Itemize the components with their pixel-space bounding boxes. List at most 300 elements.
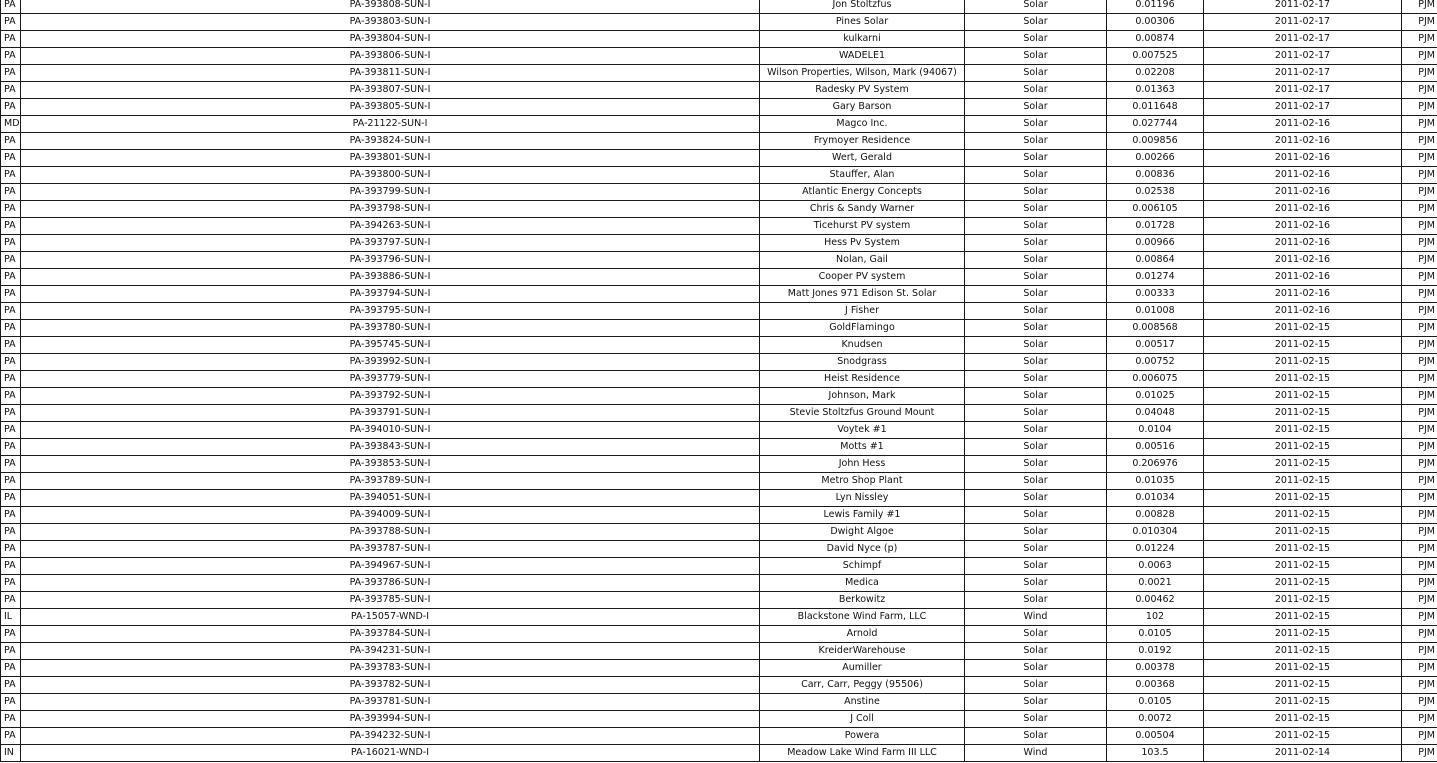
cell-capacity[interactable]: 0.010304	[1107, 524, 1204, 541]
cell-capacity[interactable]: 0.0072	[1107, 711, 1204, 728]
cell-capacity[interactable]: 0.00333	[1107, 286, 1204, 303]
cell-date[interactable]: 2011-02-16	[1204, 184, 1402, 201]
cell-fuel-type[interactable]: Solar	[965, 65, 1107, 82]
cell-capacity[interactable]: 0.0192	[1107, 643, 1204, 660]
cell-iso[interactable]: PJM	[1402, 286, 1437, 303]
cell-fuel-type[interactable]: Solar	[965, 354, 1107, 371]
cell-fuel-type[interactable]: Solar	[965, 524, 1107, 541]
cell-capacity[interactable]: 0.01035	[1107, 473, 1204, 490]
cell-fuel-type[interactable]: Solar	[965, 235, 1107, 252]
cell-iso[interactable]: PJM	[1402, 405, 1437, 422]
cell-unit-id[interactable]: PA-393806-SUN-I	[21, 48, 760, 65]
cell-unit-id[interactable]: PA-21122-SUN-I	[21, 116, 760, 133]
cell-fuel-type[interactable]: Solar	[965, 405, 1107, 422]
cell-unit-id[interactable]: PA-393804-SUN-I	[21, 31, 760, 48]
cell-fuel-type[interactable]: Solar	[965, 269, 1107, 286]
cell-facility-name[interactable]: Lewis Family #1	[760, 507, 965, 524]
cell-capacity[interactable]: 0.206976	[1107, 456, 1204, 473]
cell-capacity[interactable]: 0.00836	[1107, 167, 1204, 184]
cell-iso[interactable]: PJM	[1402, 643, 1437, 660]
cell-facility-name[interactable]: Metro Shop Plant	[760, 473, 965, 490]
cell-unit-id[interactable]: PA-393785-SUN-I	[21, 592, 760, 609]
cell-fuel-type[interactable]: Solar	[965, 626, 1107, 643]
cell-date[interactable]: 2011-02-15	[1204, 507, 1402, 524]
cell-capacity[interactable]: 0.01363	[1107, 82, 1204, 99]
cell-facility-name[interactable]: Voytek #1	[760, 422, 965, 439]
cell-date[interactable]: 2011-02-15	[1204, 575, 1402, 592]
cell-fuel-type[interactable]: Solar	[965, 388, 1107, 405]
cell-state[interactable]: PA	[1, 371, 21, 388]
cell-unit-id[interactable]: PA-393803-SUN-I	[21, 14, 760, 31]
cell-facility-name[interactable]: J Fisher	[760, 303, 965, 320]
cell-state[interactable]: PA	[1, 643, 21, 660]
cell-fuel-type[interactable]: Solar	[965, 541, 1107, 558]
cell-iso[interactable]: PJM	[1402, 252, 1437, 269]
cell-capacity[interactable]: 0.01034	[1107, 490, 1204, 507]
cell-facility-name[interactable]: Medica	[760, 575, 965, 592]
cell-unit-id[interactable]: PA-394231-SUN-I	[21, 643, 760, 660]
cell-unit-id[interactable]: PA-393783-SUN-I	[21, 660, 760, 677]
cell-capacity[interactable]: 0.04048	[1107, 405, 1204, 422]
cell-fuel-type[interactable]: Solar	[965, 694, 1107, 711]
cell-unit-id[interactable]: PA-393843-SUN-I	[21, 439, 760, 456]
cell-iso[interactable]: PJM	[1402, 235, 1437, 252]
cell-state[interactable]: PA	[1, 286, 21, 303]
cell-unit-id[interactable]: PA-393795-SUN-I	[21, 303, 760, 320]
cell-date[interactable]: 2011-02-16	[1204, 201, 1402, 218]
cell-date[interactable]: 2011-02-15	[1204, 592, 1402, 609]
cell-iso[interactable]: PJM	[1402, 728, 1437, 745]
cell-facility-name[interactable]: Radesky PV System	[760, 82, 965, 99]
cell-date[interactable]: 2011-02-17	[1204, 31, 1402, 48]
cell-unit-id[interactable]: PA-393824-SUN-I	[21, 133, 760, 150]
cell-facility-name[interactable]: GoldFlamingo	[760, 320, 965, 337]
cell-state[interactable]: PA	[1, 184, 21, 201]
cell-fuel-type[interactable]: Solar	[965, 14, 1107, 31]
cell-capacity[interactable]: 0.009856	[1107, 133, 1204, 150]
cell-state[interactable]: PA	[1, 473, 21, 490]
cell-iso[interactable]: PJM	[1402, 31, 1437, 48]
cell-iso[interactable]: PJM	[1402, 524, 1437, 541]
cell-state[interactable]: PA	[1, 405, 21, 422]
cell-date[interactable]: 2011-02-16	[1204, 167, 1402, 184]
cell-fuel-type[interactable]: Wind	[965, 609, 1107, 626]
cell-facility-name[interactable]: Gary Barson	[760, 99, 965, 116]
cell-state[interactable]: PA	[1, 354, 21, 371]
cell-state[interactable]: PA	[1, 269, 21, 286]
cell-facility-name[interactable]: David Nyce (p)	[760, 541, 965, 558]
cell-state[interactable]: PA	[1, 524, 21, 541]
cell-fuel-type[interactable]: Solar	[965, 456, 1107, 473]
cell-state[interactable]: PA	[1, 592, 21, 609]
cell-capacity[interactable]: 0.00517	[1107, 337, 1204, 354]
cell-fuel-type[interactable]: Solar	[965, 303, 1107, 320]
cell-iso[interactable]: PJM	[1402, 320, 1437, 337]
cell-unit-id[interactable]: PA-393799-SUN-I	[21, 184, 760, 201]
cell-capacity[interactable]: 0.006105	[1107, 201, 1204, 218]
cell-facility-name[interactable]: Hess Pv System	[760, 235, 965, 252]
cell-capacity[interactable]: 0.027744	[1107, 116, 1204, 133]
cell-date[interactable]: 2011-02-16	[1204, 116, 1402, 133]
cell-capacity[interactable]: 0.01008	[1107, 303, 1204, 320]
cell-capacity[interactable]: 0.00966	[1107, 235, 1204, 252]
cell-fuel-type[interactable]: Solar	[965, 167, 1107, 184]
cell-facility-name[interactable]: Ticehurst PV system	[760, 218, 965, 235]
cell-date[interactable]: 2011-02-15	[1204, 320, 1402, 337]
cell-date[interactable]: 2011-02-16	[1204, 235, 1402, 252]
cell-capacity[interactable]: 0.0104	[1107, 422, 1204, 439]
cell-iso[interactable]: PJM	[1402, 422, 1437, 439]
cell-unit-id[interactable]: PA-393811-SUN-I	[21, 65, 760, 82]
cell-state[interactable]: PA	[1, 422, 21, 439]
cell-state[interactable]: PA	[1, 439, 21, 456]
cell-unit-id[interactable]: PA-393805-SUN-I	[21, 99, 760, 116]
cell-unit-id[interactable]: PA-394051-SUN-I	[21, 490, 760, 507]
cell-fuel-type[interactable]: Solar	[965, 184, 1107, 201]
cell-iso[interactable]: PJM	[1402, 558, 1437, 575]
cell-date[interactable]: 2011-02-16	[1204, 269, 1402, 286]
cell-facility-name[interactable]: Aumiller	[760, 660, 965, 677]
cell-date[interactable]: 2011-02-16	[1204, 252, 1402, 269]
cell-state[interactable]: MD	[1, 116, 21, 133]
cell-facility-name[interactable]: Chris & Sandy Warner	[760, 201, 965, 218]
cell-fuel-type[interactable]: Solar	[965, 218, 1107, 235]
cell-facility-name[interactable]: Stauffer, Alan	[760, 167, 965, 184]
cell-unit-id[interactable]: PA-393807-SUN-I	[21, 82, 760, 99]
cell-unit-id[interactable]: PA-393779-SUN-I	[21, 371, 760, 388]
cell-fuel-type[interactable]: Solar	[965, 439, 1107, 456]
cell-date[interactable]: 2011-02-15	[1204, 728, 1402, 745]
cell-iso[interactable]: PJM	[1402, 116, 1437, 133]
cell-iso[interactable]: PJM	[1402, 371, 1437, 388]
cell-fuel-type[interactable]: Solar	[965, 643, 1107, 660]
cell-date[interactable]: 2011-02-17	[1204, 99, 1402, 116]
cell-capacity[interactable]: 0.00266	[1107, 150, 1204, 167]
cell-fuel-type[interactable]: Solar	[965, 320, 1107, 337]
cell-iso[interactable]: PJM	[1402, 745, 1437, 762]
cell-capacity[interactable]: 0.0021	[1107, 575, 1204, 592]
cell-state[interactable]: PA	[1, 490, 21, 507]
cell-facility-name[interactable]: Anstine	[760, 694, 965, 711]
cell-unit-id[interactable]: PA-393853-SUN-I	[21, 456, 760, 473]
cell-capacity[interactable]: 0.00462	[1107, 592, 1204, 609]
cell-capacity[interactable]: 0.00828	[1107, 507, 1204, 524]
cell-iso[interactable]: PJM	[1402, 507, 1437, 524]
cell-date[interactable]: 2011-02-15	[1204, 524, 1402, 541]
cell-fuel-type[interactable]: Solar	[965, 286, 1107, 303]
cell-state[interactable]: PA	[1, 167, 21, 184]
cell-unit-id[interactable]: PA-394009-SUN-I	[21, 507, 760, 524]
cell-facility-name[interactable]: Matt Jones 971 Edison St. Solar	[760, 286, 965, 303]
cell-iso[interactable]: PJM	[1402, 0, 1437, 14]
cell-state[interactable]: PA	[1, 65, 21, 82]
cell-fuel-type[interactable]: Solar	[965, 116, 1107, 133]
cell-fuel-type[interactable]: Solar	[965, 507, 1107, 524]
cell-state[interactable]: PA	[1, 711, 21, 728]
cell-unit-id[interactable]: PA-393792-SUN-I	[21, 388, 760, 405]
cell-iso[interactable]: PJM	[1402, 694, 1437, 711]
cell-facility-name[interactable]: Wert, Gerald	[760, 150, 965, 167]
cell-iso[interactable]: PJM	[1402, 354, 1437, 371]
cell-unit-id[interactable]: PA-393798-SUN-I	[21, 201, 760, 218]
cell-date[interactable]: 2011-02-15	[1204, 456, 1402, 473]
cell-date[interactable]: 2011-02-16	[1204, 218, 1402, 235]
cell-date[interactable]: 2011-02-15	[1204, 711, 1402, 728]
cell-facility-name[interactable]: Powera	[760, 728, 965, 745]
cell-facility-name[interactable]: Cooper PV system	[760, 269, 965, 286]
cell-facility-name[interactable]: Schimpf	[760, 558, 965, 575]
cell-unit-id[interactable]: PA-394232-SUN-I	[21, 728, 760, 745]
cell-state[interactable]: PA	[1, 82, 21, 99]
cell-fuel-type[interactable]: Solar	[965, 0, 1107, 14]
cell-date[interactable]: 2011-02-16	[1204, 150, 1402, 167]
cell-fuel-type[interactable]: Solar	[965, 711, 1107, 728]
cell-iso[interactable]: PJM	[1402, 14, 1437, 31]
cell-capacity[interactable]: 0.007525	[1107, 48, 1204, 65]
cell-state[interactable]: PA	[1, 0, 21, 14]
cell-iso[interactable]: PJM	[1402, 473, 1437, 490]
cell-capacity[interactable]: 0.01274	[1107, 269, 1204, 286]
cell-capacity[interactable]: 0.0063	[1107, 558, 1204, 575]
cell-facility-name[interactable]: Wilson Properties, Wilson, Mark (94067)	[760, 65, 965, 82]
cell-iso[interactable]: PJM	[1402, 439, 1437, 456]
cell-iso[interactable]: PJM	[1402, 167, 1437, 184]
cell-state[interactable]: PA	[1, 558, 21, 575]
cell-iso[interactable]: PJM	[1402, 490, 1437, 507]
cell-state[interactable]: PA	[1, 575, 21, 592]
cell-state[interactable]: PA	[1, 677, 21, 694]
cell-state[interactable]: IN	[1, 745, 21, 762]
cell-date[interactable]: 2011-02-17	[1204, 82, 1402, 99]
cell-capacity[interactable]: 0.00306	[1107, 14, 1204, 31]
cell-capacity[interactable]: 0.00752	[1107, 354, 1204, 371]
cell-unit-id[interactable]: PA-15057-WND-I	[21, 609, 760, 626]
cell-unit-id[interactable]: PA-393801-SUN-I	[21, 150, 760, 167]
cell-unit-id[interactable]: PA-394010-SUN-I	[21, 422, 760, 439]
cell-fuel-type[interactable]: Solar	[965, 558, 1107, 575]
cell-date[interactable]: 2011-02-17	[1204, 14, 1402, 31]
cell-capacity[interactable]: 0.00864	[1107, 252, 1204, 269]
cell-capacity[interactable]: 0.00516	[1107, 439, 1204, 456]
cell-date[interactable]: 2011-02-15	[1204, 660, 1402, 677]
cell-unit-id[interactable]: PA-393789-SUN-I	[21, 473, 760, 490]
cell-state[interactable]: PA	[1, 660, 21, 677]
cell-capacity[interactable]: 0.0105	[1107, 694, 1204, 711]
cell-unit-id[interactable]: PA-393808-SUN-I	[21, 0, 760, 14]
cell-date[interactable]: 2011-02-15	[1204, 490, 1402, 507]
cell-facility-name[interactable]: Heist Residence	[760, 371, 965, 388]
cell-iso[interactable]: PJM	[1402, 133, 1437, 150]
cell-unit-id[interactable]: PA-393781-SUN-I	[21, 694, 760, 711]
cell-facility-name[interactable]: Magco Inc.	[760, 116, 965, 133]
cell-facility-name[interactable]: Johnson, Mark	[760, 388, 965, 405]
cell-date[interactable]: 2011-02-15	[1204, 558, 1402, 575]
cell-capacity[interactable]: 0.00504	[1107, 728, 1204, 745]
cell-capacity[interactable]: 102	[1107, 609, 1204, 626]
cell-unit-id[interactable]: PA-393797-SUN-I	[21, 235, 760, 252]
cell-iso[interactable]: PJM	[1402, 184, 1437, 201]
cell-facility-name[interactable]: Lyn Nissley	[760, 490, 965, 507]
cell-state[interactable]: PA	[1, 99, 21, 116]
cell-date[interactable]: 2011-02-15	[1204, 439, 1402, 456]
cell-facility-name[interactable]: Blackstone Wind Farm, LLC	[760, 609, 965, 626]
cell-fuel-type[interactable]: Solar	[965, 422, 1107, 439]
cell-date[interactable]: 2011-02-15	[1204, 609, 1402, 626]
cell-date[interactable]: 2011-02-15	[1204, 371, 1402, 388]
cell-date[interactable]: 2011-02-16	[1204, 133, 1402, 150]
cell-fuel-type[interactable]: Solar	[965, 575, 1107, 592]
cell-date[interactable]: 2011-02-15	[1204, 541, 1402, 558]
cell-fuel-type[interactable]: Solar	[965, 660, 1107, 677]
cell-iso[interactable]: PJM	[1402, 150, 1437, 167]
cell-unit-id[interactable]: PA-394967-SUN-I	[21, 558, 760, 575]
cell-iso[interactable]: PJM	[1402, 711, 1437, 728]
cell-date[interactable]: 2011-02-15	[1204, 422, 1402, 439]
cell-state[interactable]: PA	[1, 31, 21, 48]
cell-iso[interactable]: PJM	[1402, 575, 1437, 592]
cell-fuel-type[interactable]: Solar	[965, 337, 1107, 354]
cell-fuel-type[interactable]: Wind	[965, 745, 1107, 762]
cell-fuel-type[interactable]: Solar	[965, 31, 1107, 48]
cell-state[interactable]: PA	[1, 337, 21, 354]
cell-capacity[interactable]: 0.02538	[1107, 184, 1204, 201]
cell-unit-id[interactable]: PA-393800-SUN-I	[21, 167, 760, 184]
cell-capacity[interactable]: 0.006075	[1107, 371, 1204, 388]
cell-facility-name[interactable]: J Coll	[760, 711, 965, 728]
cell-state[interactable]: PA	[1, 201, 21, 218]
cell-capacity[interactable]: 0.01728	[1107, 218, 1204, 235]
cell-iso[interactable]: PJM	[1402, 303, 1437, 320]
cell-state[interactable]: PA	[1, 694, 21, 711]
cell-facility-name[interactable]: Stevie Stoltzfus Ground Mount	[760, 405, 965, 422]
cell-facility-name[interactable]: Nolan, Gail	[760, 252, 965, 269]
cell-state[interactable]: PA	[1, 541, 21, 558]
cell-capacity[interactable]: 0.011648	[1107, 99, 1204, 116]
cell-unit-id[interactable]: PA-393791-SUN-I	[21, 405, 760, 422]
cell-iso[interactable]: PJM	[1402, 269, 1437, 286]
cell-iso[interactable]: PJM	[1402, 609, 1437, 626]
cell-state[interactable]: PA	[1, 218, 21, 235]
cell-date[interactable]: 2011-02-15	[1204, 388, 1402, 405]
cell-iso[interactable]: PJM	[1402, 660, 1437, 677]
cell-date[interactable]: 2011-02-17	[1204, 65, 1402, 82]
cell-iso[interactable]: PJM	[1402, 218, 1437, 235]
cell-date[interactable]: 2011-02-14	[1204, 745, 1402, 762]
cell-state[interactable]: PA	[1, 150, 21, 167]
cell-facility-name[interactable]: Meadow Lake Wind Farm III LLC	[760, 745, 965, 762]
cell-fuel-type[interactable]: Solar	[965, 133, 1107, 150]
cell-unit-id[interactable]: PA-16021-WND-I	[21, 745, 760, 762]
cell-date[interactable]: 2011-02-15	[1204, 473, 1402, 490]
cell-facility-name[interactable]: Arnold	[760, 626, 965, 643]
cell-capacity[interactable]: 0.01224	[1107, 541, 1204, 558]
cell-fuel-type[interactable]: Solar	[965, 371, 1107, 388]
cell-unit-id[interactable]: PA-393796-SUN-I	[21, 252, 760, 269]
cell-date[interactable]: 2011-02-17	[1204, 48, 1402, 65]
cell-unit-id[interactable]: PA-393780-SUN-I	[21, 320, 760, 337]
cell-fuel-type[interactable]: Solar	[965, 99, 1107, 116]
cell-iso[interactable]: PJM	[1402, 48, 1437, 65]
cell-unit-id[interactable]: PA-393787-SUN-I	[21, 541, 760, 558]
cell-fuel-type[interactable]: Solar	[965, 728, 1107, 745]
cell-state[interactable]: PA	[1, 303, 21, 320]
cell-facility-name[interactable]: KreiderWarehouse	[760, 643, 965, 660]
cell-fuel-type[interactable]: Solar	[965, 592, 1107, 609]
cell-fuel-type[interactable]: Solar	[965, 48, 1107, 65]
cell-state[interactable]: PA	[1, 133, 21, 150]
cell-state[interactable]: PA	[1, 48, 21, 65]
cell-iso[interactable]: PJM	[1402, 592, 1437, 609]
cell-fuel-type[interactable]: Solar	[965, 677, 1107, 694]
cell-unit-id[interactable]: PA-393782-SUN-I	[21, 677, 760, 694]
cell-state[interactable]: PA	[1, 235, 21, 252]
cell-iso[interactable]: PJM	[1402, 677, 1437, 694]
cell-capacity[interactable]: 0.01196	[1107, 0, 1204, 14]
cell-unit-id[interactable]: PA-393788-SUN-I	[21, 524, 760, 541]
cell-date[interactable]: 2011-02-15	[1204, 677, 1402, 694]
cell-unit-id[interactable]: PA-393794-SUN-I	[21, 286, 760, 303]
cell-iso[interactable]: PJM	[1402, 456, 1437, 473]
cell-iso[interactable]: PJM	[1402, 99, 1437, 116]
cell-fuel-type[interactable]: Solar	[965, 150, 1107, 167]
cell-iso[interactable]: PJM	[1402, 388, 1437, 405]
cell-fuel-type[interactable]: Solar	[965, 473, 1107, 490]
cell-state[interactable]: PA	[1, 14, 21, 31]
cell-date[interactable]: 2011-02-16	[1204, 303, 1402, 320]
cell-capacity[interactable]: 0.0105	[1107, 626, 1204, 643]
cell-date[interactable]: 2011-02-17	[1204, 0, 1402, 14]
cell-date[interactable]: 2011-02-15	[1204, 694, 1402, 711]
cell-capacity[interactable]: 103.5	[1107, 745, 1204, 762]
cell-date[interactable]: 2011-02-15	[1204, 626, 1402, 643]
cell-state[interactable]: PA	[1, 626, 21, 643]
cell-iso[interactable]: PJM	[1402, 65, 1437, 82]
cell-unit-id[interactable]: PA-393786-SUN-I	[21, 575, 760, 592]
cell-iso[interactable]: PJM	[1402, 82, 1437, 99]
cell-state[interactable]: PA	[1, 728, 21, 745]
cell-unit-id[interactable]: PA-395745-SUN-I	[21, 337, 760, 354]
cell-iso[interactable]: PJM	[1402, 201, 1437, 218]
cell-fuel-type[interactable]: Solar	[965, 252, 1107, 269]
cell-unit-id[interactable]: PA-393886-SUN-I	[21, 269, 760, 286]
cell-state[interactable]: PA	[1, 320, 21, 337]
cell-capacity[interactable]: 0.008568	[1107, 320, 1204, 337]
cell-facility-name[interactable]: Motts #1	[760, 439, 965, 456]
cell-fuel-type[interactable]: Solar	[965, 201, 1107, 218]
cell-facility-name[interactable]: Jon Stoltzfus	[760, 0, 965, 14]
cell-unit-id[interactable]: PA-393992-SUN-I	[21, 354, 760, 371]
cell-state[interactable]: IL	[1, 609, 21, 626]
cell-capacity[interactable]: 0.00378	[1107, 660, 1204, 677]
cell-state[interactable]: PA	[1, 456, 21, 473]
cell-facility-name[interactable]: Frymoyer Residence	[760, 133, 965, 150]
cell-facility-name[interactable]: WADELE1	[760, 48, 965, 65]
cell-state[interactable]: PA	[1, 252, 21, 269]
cell-date[interactable]: 2011-02-16	[1204, 286, 1402, 303]
cell-date[interactable]: 2011-02-15	[1204, 354, 1402, 371]
cell-iso[interactable]: PJM	[1402, 541, 1437, 558]
cell-unit-id[interactable]: PA-393994-SUN-I	[21, 711, 760, 728]
cell-facility-name[interactable]: Atlantic Energy Concepts	[760, 184, 965, 201]
cell-capacity[interactable]: 0.00368	[1107, 677, 1204, 694]
cell-facility-name[interactable]: Knudsen	[760, 337, 965, 354]
cell-facility-name[interactable]: Berkowitz	[760, 592, 965, 609]
cell-facility-name[interactable]: kulkarni	[760, 31, 965, 48]
cell-date[interactable]: 2011-02-15	[1204, 405, 1402, 422]
cell-date[interactable]: 2011-02-15	[1204, 337, 1402, 354]
cell-unit-id[interactable]: PA-393784-SUN-I	[21, 626, 760, 643]
cell-facility-name[interactable]: John Hess	[760, 456, 965, 473]
